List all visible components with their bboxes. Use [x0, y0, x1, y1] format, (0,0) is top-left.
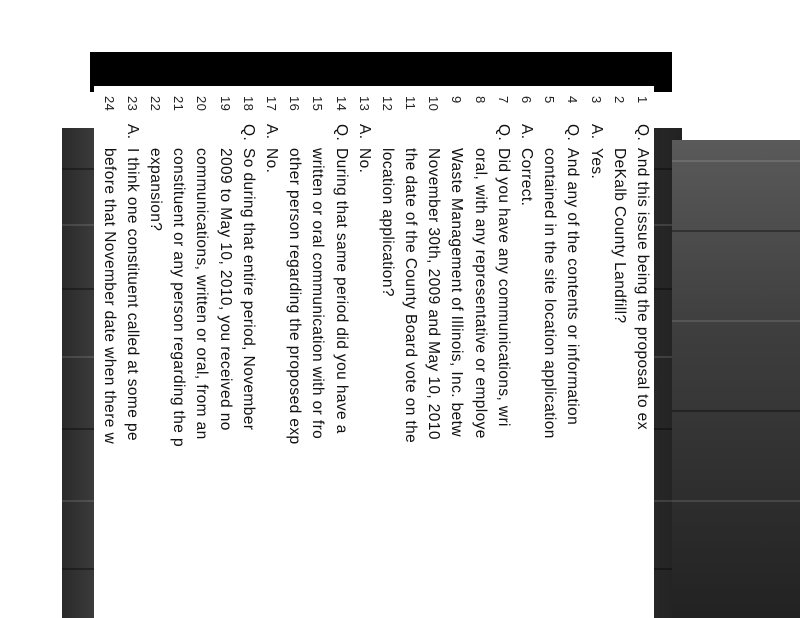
line-text: written or oral communication with or fro — [309, 148, 327, 440]
transcript-line — [260, 88, 283, 618]
transcript-line — [213, 88, 236, 618]
line-number: 18 — [240, 96, 256, 112]
line-number: 13 — [356, 96, 372, 112]
transcript-line — [399, 88, 422, 618]
line-text: communications, written or oral, from an — [193, 148, 211, 440]
transcript-page — [94, 78, 654, 618]
line-number: 22 — [148, 96, 164, 112]
line-text: Waste Management of Illinois, Inc. betw — [448, 148, 466, 437]
line-number: 20 — [194, 96, 210, 112]
transcript-line — [515, 88, 538, 618]
line-text: 2009 to May 10, 2010, you received no — [216, 148, 234, 431]
transcript-line — [329, 88, 352, 618]
line-text: other person regarding the proposed exp — [286, 148, 304, 445]
line-text: location application? — [378, 148, 396, 297]
transcript-line — [584, 88, 607, 618]
line-text: oral, with any representative or employe — [471, 148, 489, 439]
line-text: I think one constituent called at some pe — [123, 148, 141, 441]
transcript-line — [283, 88, 306, 618]
transcript-line — [121, 88, 144, 618]
line-number: 8 — [472, 96, 488, 104]
transcript-body — [94, 88, 654, 618]
transcript-line — [306, 88, 329, 618]
transcript-line — [631, 88, 654, 618]
line-text: No. — [263, 148, 280, 174]
line-number: 17 — [264, 96, 279, 112]
speaker-label: A. — [123, 124, 141, 140]
line-number: 7 — [495, 96, 511, 104]
line-number: 4 — [565, 96, 581, 104]
transcript-line — [445, 88, 468, 618]
line-text: November 30th, 2009 and May 10, 2010 — [425, 148, 443, 440]
transcript-line — [492, 88, 515, 618]
transcript-line — [353, 88, 376, 618]
transcript-line — [144, 88, 167, 618]
background-scanned-page-edge — [672, 140, 800, 618]
line-number: 10 — [426, 96, 442, 112]
line-number: 9 — [449, 96, 465, 104]
line-text: DeKalb County Landfill? — [610, 148, 628, 324]
transcript-line — [167, 88, 190, 618]
speaker-label: Q. — [634, 124, 651, 142]
line-text: constituent or any person regarding the p — [170, 148, 188, 448]
transcript-line — [538, 88, 561, 618]
line-number: 12 — [379, 96, 395, 112]
transcript-line — [237, 88, 260, 618]
speaker-label: A. — [263, 124, 280, 140]
line-text: before that November date when there w — [100, 148, 118, 445]
transcript-line — [98, 88, 121, 618]
line-text: During that same period did you have a — [332, 148, 350, 434]
transcript-line — [422, 88, 445, 618]
line-text: Yes. — [587, 148, 605, 180]
line-text: And any of the contents or information — [564, 148, 582, 426]
line-number: 5 — [542, 96, 558, 104]
line-text: the date of the County Board vote on the — [402, 148, 420, 444]
line-number: 15 — [310, 96, 326, 112]
page-edge-bar — [94, 78, 654, 86]
speaker-label: Q. — [332, 124, 350, 142]
transcript-line — [190, 88, 213, 618]
transcript-line — [376, 88, 399, 618]
line-text: Correct. — [518, 148, 536, 207]
transcript-line — [608, 88, 631, 618]
line-text: contained in the site location application — [541, 148, 559, 439]
line-number: 23 — [124, 96, 140, 112]
speaker-label: A. — [587, 124, 605, 140]
transcript-line — [561, 88, 584, 618]
line-number: 14 — [333, 96, 349, 112]
line-number: 21 — [171, 96, 187, 112]
line-number: 2 — [611, 96, 627, 104]
line-number: 16 — [287, 96, 303, 112]
line-number: 19 — [217, 96, 233, 112]
line-text: Did you have any communications, wri — [494, 148, 512, 427]
speaker-label: Q. — [239, 124, 257, 142]
line-number: 24 — [101, 96, 117, 112]
line-text: And this issue being the proposal to ex — [634, 148, 651, 430]
line-number: 1 — [635, 96, 650, 104]
speaker-label: Q. — [494, 124, 512, 142]
speaker-label: A. — [355, 124, 373, 140]
line-number: 3 — [588, 96, 604, 104]
transcript-line — [469, 88, 492, 618]
line-number: 11 — [403, 96, 419, 111]
line-text: So during that entire period, November — [239, 148, 257, 431]
speaker-label: Q. — [564, 124, 582, 142]
line-number: 6 — [519, 96, 535, 104]
speaker-label: A. — [518, 124, 536, 140]
line-text: No. — [355, 148, 373, 174]
line-text: expansion? — [147, 148, 165, 232]
